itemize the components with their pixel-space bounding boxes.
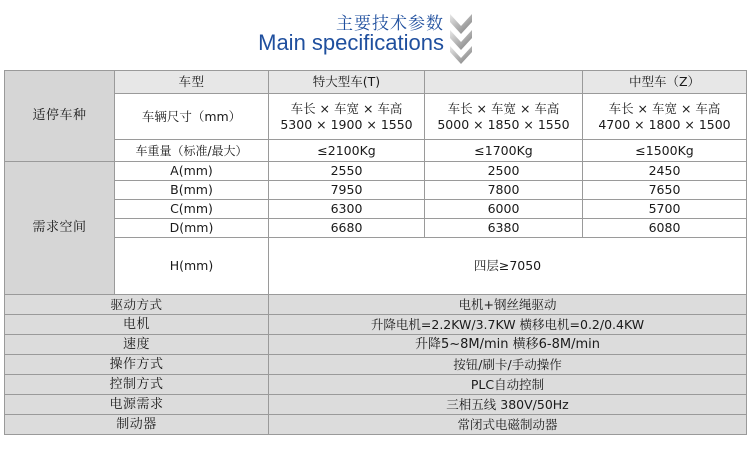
table-row [5,94,747,140]
col-extra-large: 特大型车(T) [269,71,425,94]
space-value: 5700 [583,200,747,219]
weight-value: ≤1500Kg [583,140,747,162]
space-value: 2550 [269,162,425,181]
weight-value: ≤1700Kg [425,140,583,162]
h-label: H(mm) [115,238,269,295]
spec-value: PLC自动控制 [269,375,747,395]
table-row [5,200,747,219]
table-row [5,415,747,435]
spec-label: 驱动方式 [5,295,269,315]
space-value: 6380 [425,219,583,238]
size-formula: 车长 × 车宽 × 车高 [447,100,560,116]
space-value: 7950 [269,181,425,200]
table-row [5,219,747,238]
size-cell [269,94,425,140]
spec-label: 控制方式 [5,375,269,395]
size-formula: 车长 × 车宽 × 车高 [290,100,403,116]
spec-label: 电机 [5,315,269,335]
space-value: 7800 [425,181,583,200]
space-row-label: C(mm) [115,200,269,219]
spec-label: 制动器 [5,415,269,435]
size-cell [583,94,747,140]
spec-label: 电源需求 [5,395,269,415]
spec-label: 速度 [5,335,269,355]
spec-value: 升降电机=2.2KW/3.7KW 横移电机=0.2/0.4KW [269,315,747,335]
space-value: 6300 [269,200,425,219]
space-row-label: D(mm) [115,219,269,238]
title-english: Main specifications [258,30,444,55]
size-formula: 车长 × 车宽 × 车高 [608,100,721,116]
spec-table [4,70,747,435]
table-row [5,295,747,315]
spec-value: 常闭式电磁制动器 [269,415,747,435]
col-large [425,71,583,94]
table-row [5,238,747,295]
space-value: 6680 [269,219,425,238]
space-row-label: A(mm) [115,162,269,181]
spec-value: 电机+钢丝绳驱动 [269,295,747,315]
vehicle-size-label: 车辆尺寸（mm） [115,94,269,140]
spec-label: 操作方式 [5,355,269,375]
space-value: 2450 [583,162,747,181]
table-row [5,140,747,162]
space-value: 2500 [425,162,583,181]
space-row-label: B(mm) [115,181,269,200]
table-row [5,181,747,200]
size-cell [425,94,583,140]
size-value: 4700 × 1800 × 1500 [598,116,731,132]
vehicle-type-label: 车型 [115,71,269,94]
size-value: 5300 × 1900 × 1550 [280,116,413,132]
space-value: 6080 [583,219,747,238]
table-row [5,355,747,375]
space-label: 需求空间 [5,162,115,295]
weight-value: ≤2100Kg [269,140,425,162]
page-header [0,0,750,68]
h-value: 四层≥7050 [269,238,747,295]
weight-label: 车重量（标准/最大） [115,140,269,162]
size-value: 5000 × 1850 × 1550 [437,116,570,132]
chevron-down-icon [448,8,474,64]
col-medium: 中型车（Z） [583,71,747,94]
table-row [5,71,747,94]
space-value: 7650 [583,181,747,200]
spec-value: 按钮/刷卡/手动操作 [269,355,747,375]
spec-value: 升降5~8M/min 横移6-8M/min [269,335,747,355]
space-value: 6000 [425,200,583,219]
table-row [5,335,747,355]
table-row [5,162,747,181]
table-row [5,395,747,415]
title-chinese: 主要技术参数 [336,14,444,34]
spec-value: 三相五线 380V/50Hz [269,395,747,415]
table-row [5,375,747,395]
table-row [5,315,747,335]
applicable-car-label: 适停车种 [5,71,115,162]
